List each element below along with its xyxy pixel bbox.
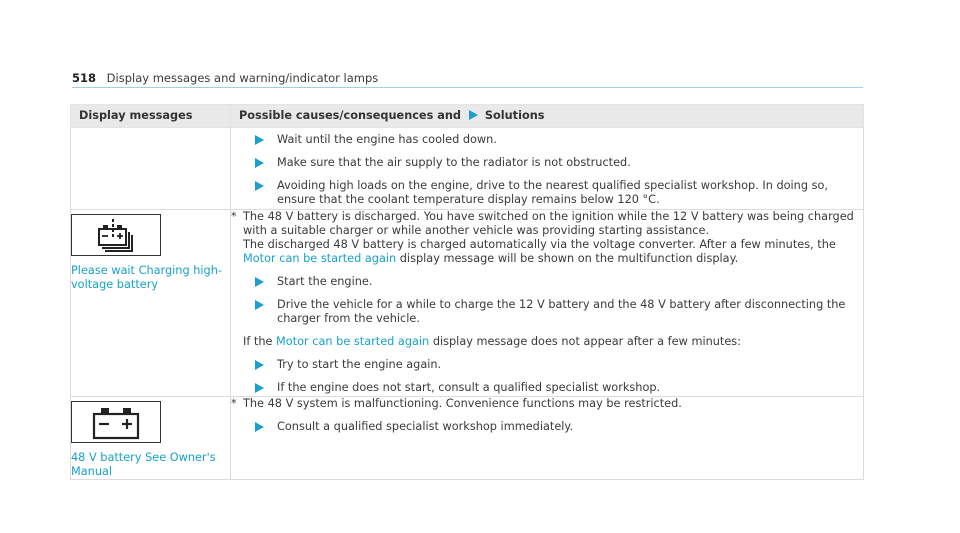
row2-message-cell	[71, 397, 231, 480]
page-header-title: Display messages and warning/indicator lamps	[106, 71, 379, 85]
step-item	[231, 358, 863, 372]
messages-table	[70, 104, 864, 480]
step-item	[231, 381, 863, 395]
table-row	[71, 397, 864, 480]
table-header-row	[71, 105, 864, 128]
arrow-icon	[255, 422, 264, 432]
display-message-ref: Motor can be started again	[276, 335, 430, 348]
step-text: Wait until the engine has cooled down.	[277, 133, 497, 146]
row0-message-cell	[71, 128, 231, 210]
info-paragraph	[243, 335, 863, 349]
step-item	[231, 179, 863, 207]
step-item	[231, 420, 863, 434]
arrow-icon	[469, 110, 478, 120]
asterisk-icon: *	[231, 210, 237, 223]
step-text: Consult a qualified specialist workshop immediately.	[277, 420, 574, 433]
page-header	[72, 71, 378, 85]
cause-block	[231, 210, 863, 238]
info-paragraph	[243, 238, 863, 266]
step-text: Make sure that the air supply to the radiator is not obstructed.	[277, 156, 631, 169]
step-item	[231, 156, 863, 170]
row1-message-cell	[71, 210, 231, 397]
step-text: If the engine does not start, consult a qualified specialist workshop.	[277, 381, 661, 394]
para-text: If the	[243, 335, 273, 348]
battery-icon	[71, 401, 161, 443]
step-item	[231, 298, 863, 326]
column-header-causes	[231, 105, 864, 128]
header-rule	[72, 87, 863, 88]
asterisk-icon: *	[231, 397, 237, 410]
cause-block	[231, 397, 863, 411]
step-text: Drive the vehicle for a while to charge the 12 V battery and the 48 V battery after disconnecting the charger from the vehicle.	[277, 298, 846, 325]
arrow-icon	[255, 300, 264, 310]
cause-text: The 48 V battery is discharged. You have switched on the ignition while the 12 V battery was being charged with a suitable charger or while another vehicle was providing starting assistance.	[243, 210, 854, 237]
row0-solution-cell	[231, 128, 864, 210]
display-message-label: Please wait Charging high-voltage battery	[71, 264, 222, 291]
display-message-ref: Motor can be started again	[243, 252, 397, 265]
row1-solution-cell	[231, 210, 864, 397]
arrow-icon	[255, 181, 264, 191]
step-item	[231, 133, 863, 147]
para-text: display message does not appear after a few minutes:	[432, 335, 741, 348]
step-text: Try to start the engine again.	[277, 358, 442, 371]
solutions-label: Solutions	[484, 109, 545, 122]
step-text: Avoiding high loads on the engine, drive to the nearest qualified specialist workshop. In doing so, ensure that the coolant temperature display remains below 120 °C.	[277, 179, 828, 206]
arrow-icon	[255, 360, 264, 370]
page-number: 518	[72, 71, 97, 85]
cause-text: The 48 V system is malfunctioning. Convenience functions may be restricted.	[243, 397, 682, 410]
arrow-icon	[255, 135, 264, 145]
display-message-label: 48 V battery See Owner's Manual	[71, 451, 216, 478]
step-text: Start the engine.	[277, 275, 373, 288]
para-text: The discharged 48 V battery is charged automatically via the voltage converter. After a few minutes, the	[243, 238, 836, 251]
para-text: display message will be shown on the multifunction display.	[399, 252, 739, 265]
column-header-messages: Display messages	[71, 105, 231, 128]
arrow-icon	[255, 383, 264, 393]
arrow-icon	[255, 158, 264, 168]
causes-label: Possible causes/consequences and	[239, 109, 461, 122]
arrow-icon	[255, 277, 264, 287]
row2-solution-cell	[231, 397, 864, 480]
step-item	[231, 275, 863, 289]
table-row	[71, 128, 864, 210]
battery-charging-icon	[71, 214, 161, 256]
table-row	[71, 210, 864, 397]
